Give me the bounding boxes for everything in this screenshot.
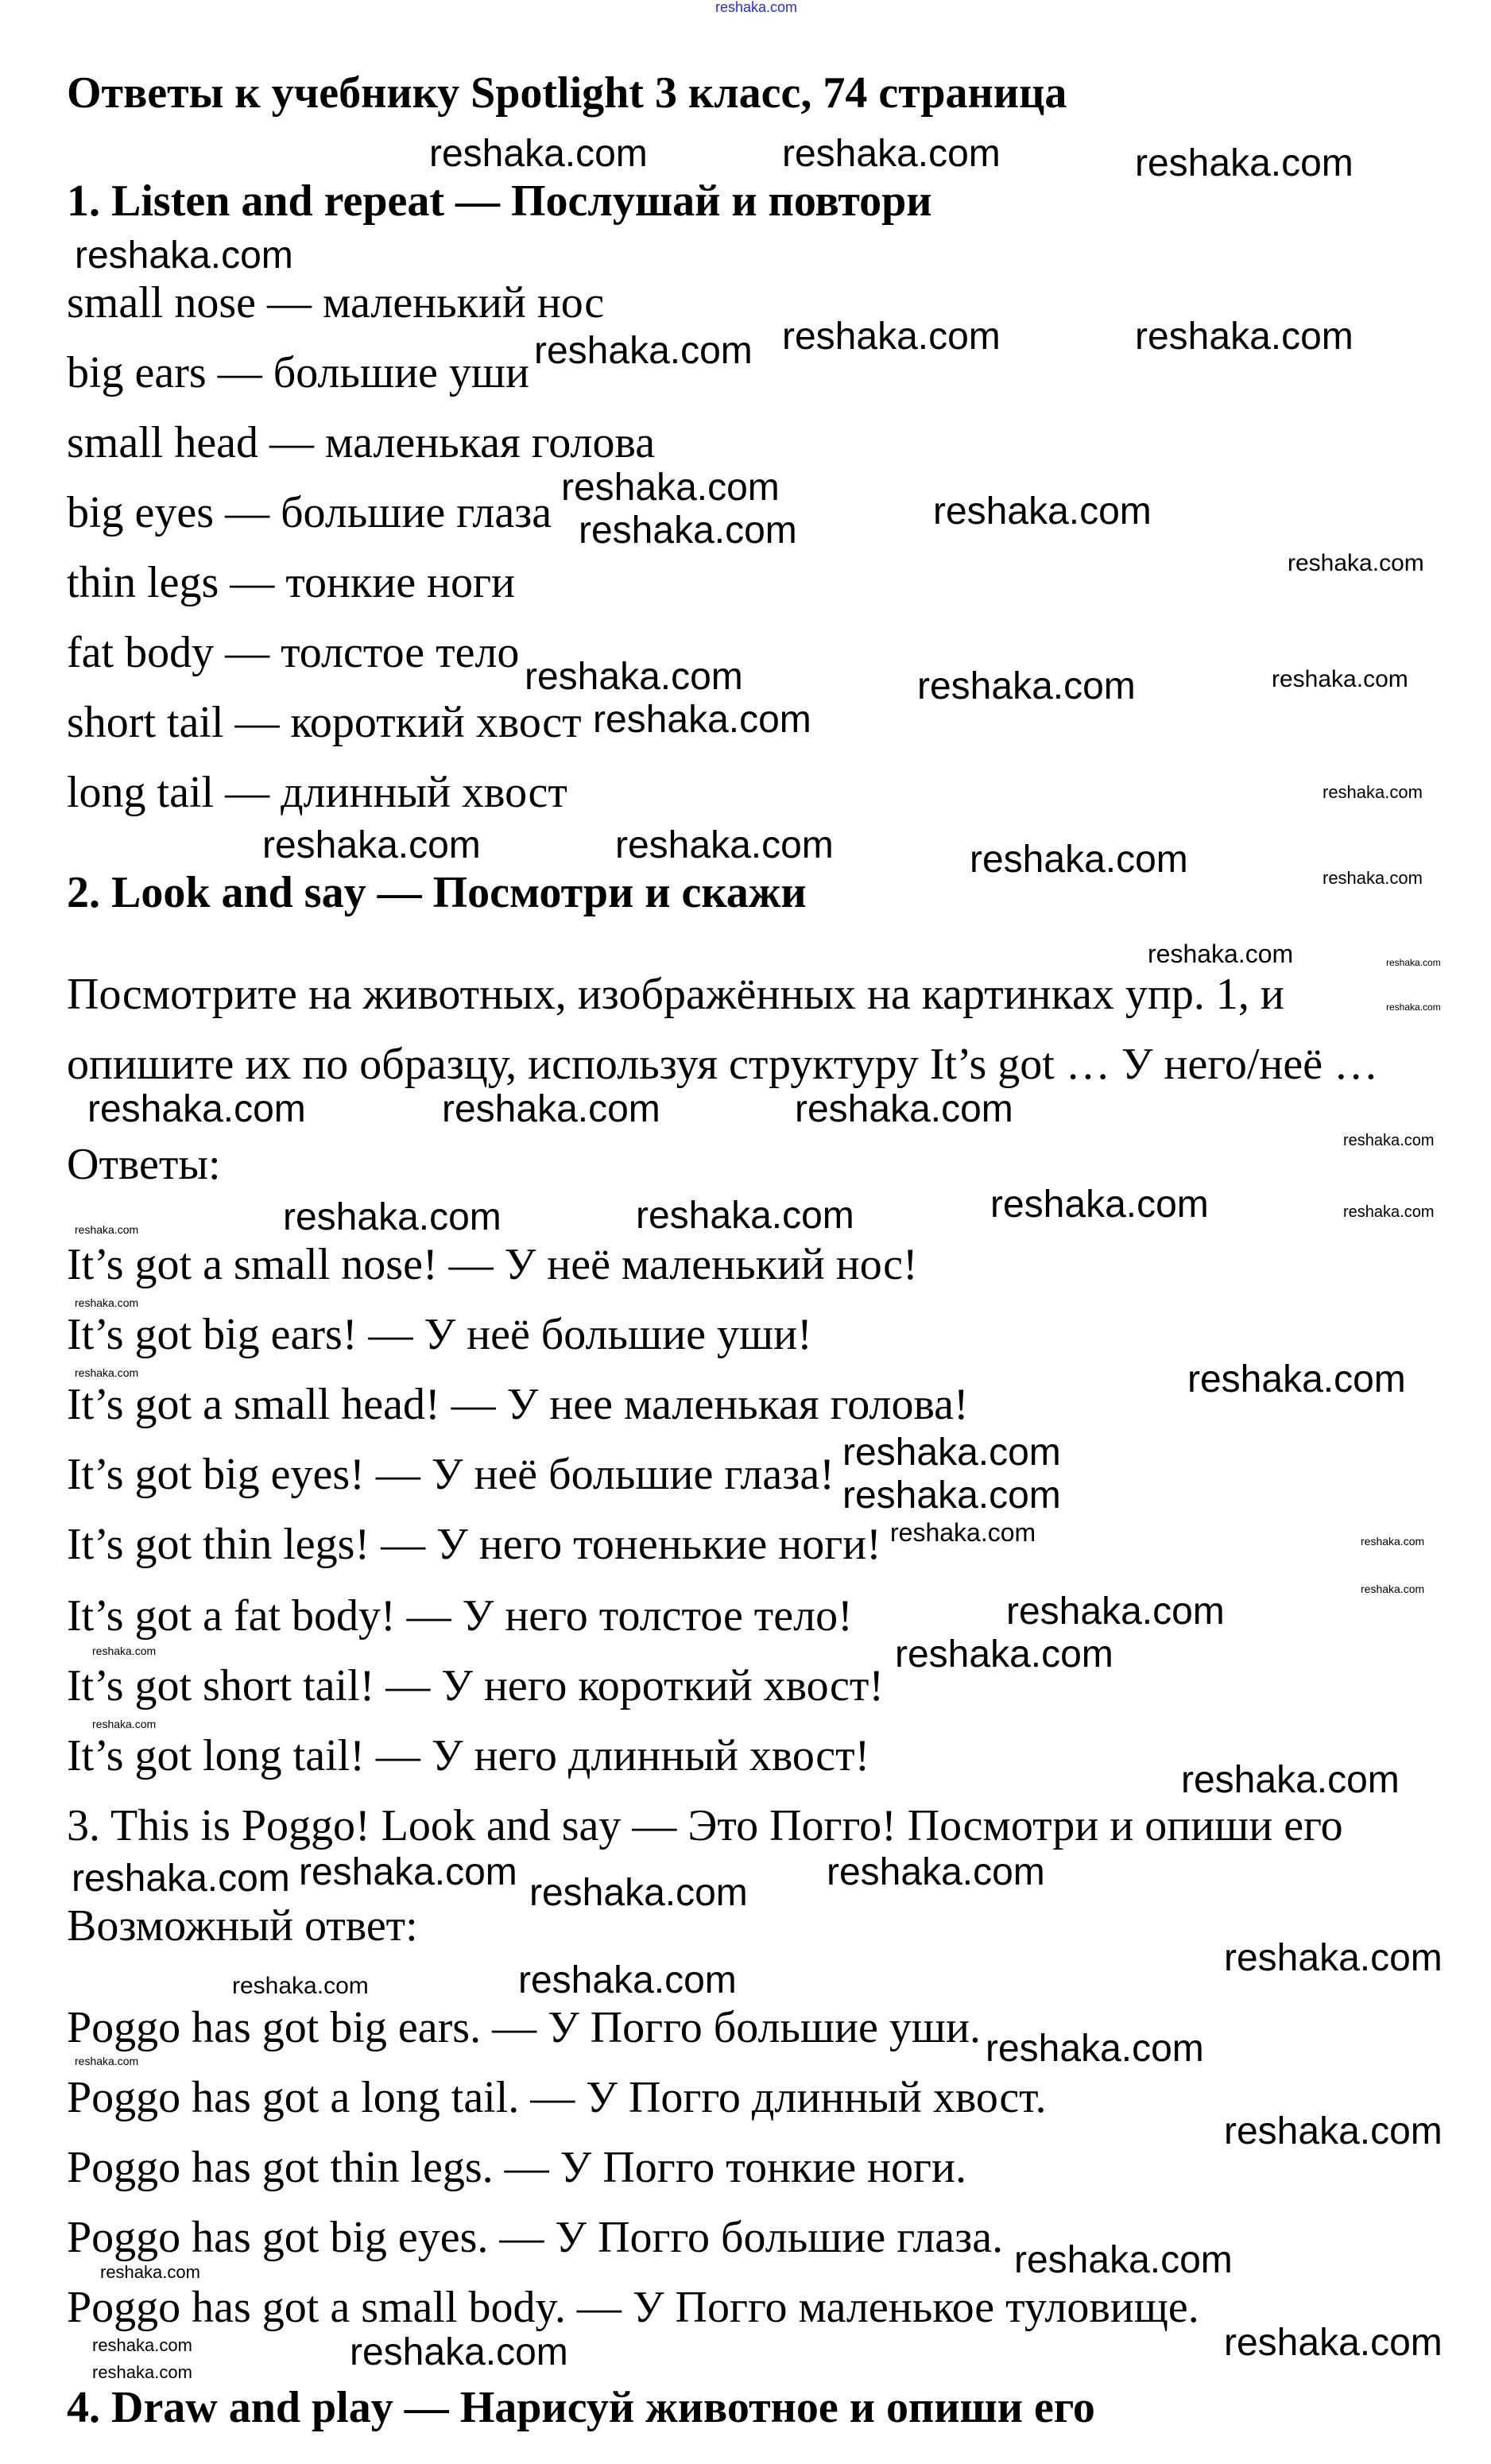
watermark: reshaka.com [636,1194,854,1237]
watermark: reshaka.com [1135,315,1354,358]
watermark: reshaka.com [92,2361,192,2382]
exercise-1-line: short tail — короткий хвост [67,698,582,748]
watermark: reshaka.com [917,664,1136,707]
exercise-3-answer: Poggo has got thin legs. — У Погго тонкие ноги. [67,2143,966,2193]
watermark: reshaka.com [350,2330,568,2373]
exercise-4-heading: 4. Draw and play — Нарисуй животное и опиши его [67,2383,1095,2433]
exercise-2-answer: It’s got long tail! — У него длинный хвост! [67,1731,870,1781]
exercise-2-answer: It’s got a small head! — У нее маленькая голова! [67,1380,969,1430]
watermark: reshaka.com [782,315,1001,358]
watermark: reshaka.com [1272,665,1408,692]
watermark: reshaka.com [75,1366,139,1380]
watermark: reshaka.com [232,1972,369,1999]
watermark: reshaka.com [1224,2321,1443,2364]
watermark: reshaka.com [72,1857,290,1900]
exercise-2-answer: It’s got big ears! — У неё большие уши! [67,1310,812,1360]
exercise-3-answer: Poggo has got a small body. — У Погго маленькое туловище. [67,2283,1199,2333]
exercise-1-line: big ears — большие уши [67,348,529,398]
watermark: reshaka.com [1181,1758,1400,1801]
watermark: reshaka.com [615,823,834,866]
exercise-1-line: fat body — толстое тело [67,628,520,678]
watermark: reshaka.com [1323,867,1423,888]
watermark: reshaka.com [795,1087,1013,1130]
exercise-1-line: small nose — маленький нос [67,278,605,328]
watermark: reshaka.com [1343,1132,1435,1149]
exercise-3-answer: Poggo has got big ears. — У Погго большие уши. [67,2003,981,2053]
watermark: reshaka.com [1224,2110,1443,2152]
watermark: reshaka.com [75,1223,139,1237]
watermark: reshaka.com [1361,1583,1425,1596]
watermark: reshaka.com [529,1871,748,1914]
watermark: reshaka.com [1135,141,1354,184]
watermark: reshaka.com [75,1296,139,1310]
watermark: reshaka.com [1187,1358,1406,1401]
watermark: reshaka.com [895,1633,1113,1676]
watermark: reshaka.com [1361,1535,1425,1548]
watermark: reshaka.com [933,490,1152,533]
page-title: Ответы к учебнику Spotlight 3 класс, 74 страница [67,68,1067,118]
possible-answer-label: Возможный ответ: [67,1901,418,1951]
watermark: reshaka.com [579,509,797,552]
watermark: reshaka.com [890,1518,1036,1548]
watermark: reshaka.com [299,1850,517,1893]
exercise-2-task: Посмотрите на животных, изображённых на картинках упр. 1, и [67,970,1284,1020]
watermark: reshaka.com [518,1958,737,2001]
watermark: reshaka.com [1014,2238,1233,2281]
exercise-1-line: small head — маленькая голова [67,418,656,468]
exercise-2-answer: It’s got a small nose! — У неё маленький нос! [67,1240,918,1290]
watermark: reshaka.com [970,838,1188,881]
watermark: reshaka.com [75,2055,139,2068]
exercise-1-line: big eyes — большие глаза [67,488,552,538]
exercise-1-line: thin legs — тонкие ноги [67,558,515,608]
exercise-3-answer: Poggo has got a long tail. — У Погго длинный хвост. [67,2073,1047,2123]
watermark: reshaka.com [842,1431,1061,1474]
watermark: reshaka.com [990,1183,1209,1226]
watermark: reshaka.com [262,823,481,866]
watermark: reshaka.com [561,466,780,509]
exercise-1-line: long tail — длинный хвост [67,768,567,818]
watermark: reshaka.com [715,0,798,16]
watermark: reshaka.com [525,655,743,698]
exercise-3-answer: Poggo has got big eyes. — У Погго большие глаза. [67,2213,1004,2263]
watermark: reshaka.com [1323,781,1423,802]
watermark: reshaka.com [100,2261,200,2282]
watermark: reshaka.com [534,329,753,372]
watermark: reshaka.com [1224,1936,1443,1979]
watermark: reshaka.com [827,1850,1045,1893]
exercise-2-heading: 2. Look and say — Посмотри и скажи [67,868,807,918]
watermark: reshaka.com [283,1195,502,1238]
watermark: reshaka.com [75,234,293,277]
exercise-2-answer: It’s got big eyes! — У неё большие глаза! [67,1450,835,1500]
watermark: reshaka.com [1343,1203,1435,1221]
answers-label: Ответы: [67,1140,221,1190]
watermark: reshaka.com [429,132,648,175]
watermark: reshaka.com [1288,549,1424,576]
watermark: reshaka.com [1148,939,1294,969]
watermark: reshaka.com [92,1645,157,1658]
exercise-1-heading: 1. Listen and repeat — Послушай и повтори [67,176,932,227]
watermark: reshaka.com [92,2334,192,2355]
watermark: reshaka.com [442,1087,660,1130]
watermark: reshaka.com [1386,1001,1441,1013]
watermark: reshaka.com [782,132,1001,175]
watermark: reshaka.com [593,698,811,741]
watermark: reshaka.com [1006,1590,1225,1633]
exercise-2-answer: It’s got short tail! — У него короткий хвост! [67,1661,885,1711]
exercise-2-task: опишите их по образцу, используя структуру It’s got … У него/неё … [67,1040,1379,1090]
exercise-3-heading: 3. This is Poggo! Look and say — Это Погго! Посмотри и опиши его [67,1801,1343,1851]
exercise-2-answer: It’s got thin legs! — У него тоненькие ноги! [67,1520,881,1570]
watermark: reshaka.com [1386,957,1441,969]
watermark: reshaka.com [986,2027,1204,2070]
exercise-2-answer: It’s got a fat body! — У него толстое тело! [67,1591,853,1641]
watermark: reshaka.com [92,1718,157,1731]
watermark: reshaka.com [87,1087,306,1130]
watermark: reshaka.com [842,1474,1061,1517]
